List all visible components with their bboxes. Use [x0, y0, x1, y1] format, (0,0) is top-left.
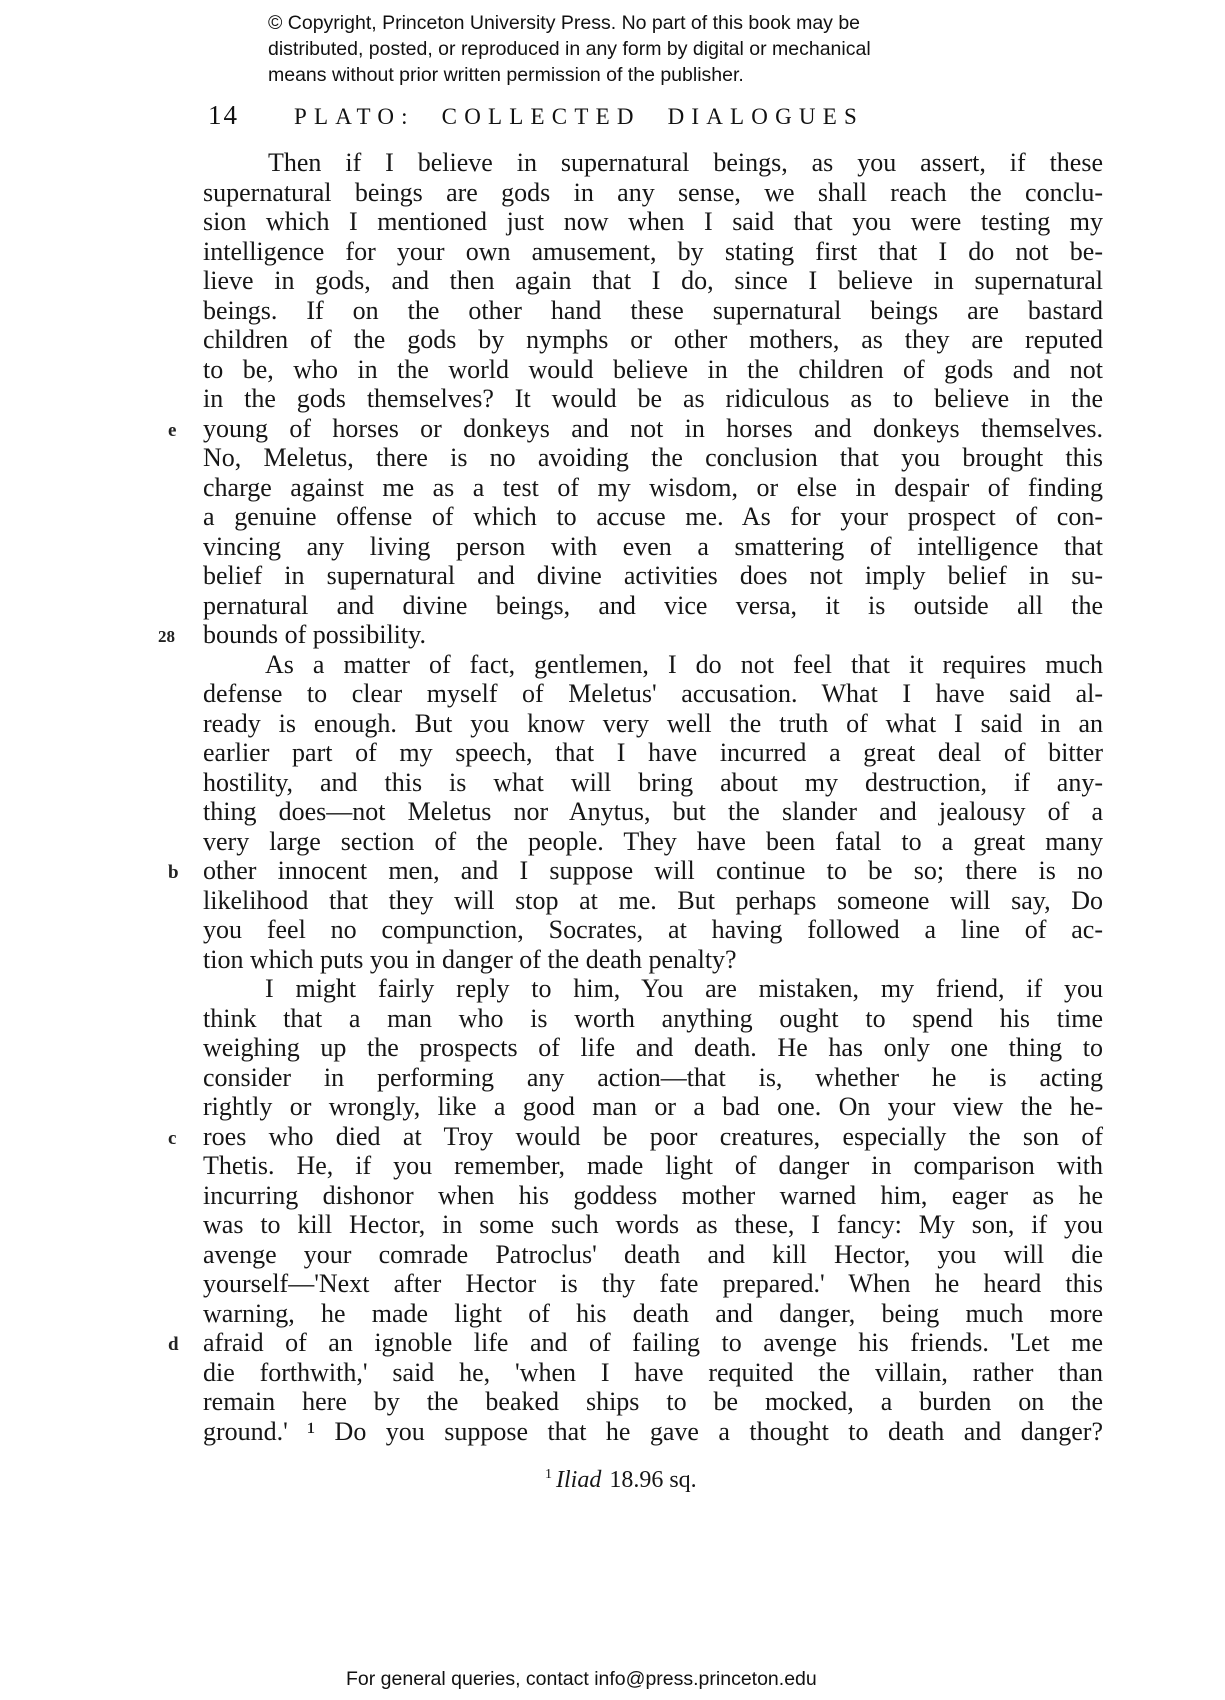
text-line: As a matter of fact, gentlemen, I do not feel that it requires much — [265, 649, 1103, 679]
text-line: Then if I believe in supernatural beings, as you assert, if these — [268, 148, 1103, 177]
text-line: a genuine offense of which to accuse me. As for your prospect of con- — [203, 502, 1103, 531]
page-number: 14 — [208, 100, 239, 130]
footnote-marker: 1 — [545, 1467, 552, 1482]
text-line: incurring dishonor when his goddess mother warned him, eager as he — [203, 1180, 1103, 1210]
text-line: I might fairly reply to him, You are mistaken, my friend, if you — [265, 974, 1103, 1003]
text-line: roes who died at Troy would be poor creatures, especially the son of — [203, 1121, 1103, 1151]
text-line: likelihood that they will stop at me. But perhaps someone will say, Do — [203, 885, 1103, 915]
running-head — [208, 100, 1108, 131]
text-line: in the gods themselves? It would be as ridiculous as to believe in the — [203, 384, 1103, 413]
marked-line-c — [168, 1121, 1103, 1152]
copyright-line: distributed, posted, or reproduced in any form by digital or mechanical — [268, 38, 871, 60]
text-line: ground.' ¹ Do you suppose that he gave a thought to death and danger? — [203, 1416, 1103, 1446]
text-line: intelligence for your own amusement, by stating first that I do not be- — [203, 236, 1103, 266]
text-line: afraid of an ignoble life and of failing to avenge his friends. 'Let me — [203, 1328, 1103, 1357]
text-line: sion which I mentioned just now when I said that you were testing my — [203, 207, 1103, 236]
text-line: charge against me as a test of my wisdom, or else in despair of finding — [203, 472, 1103, 502]
text-line: supernatural beings are gods in any sense, we shall reach the conclu- — [203, 177, 1103, 207]
text-line: thing does—not Meletus nor Anytus, but the slander and jealousy of a — [203, 797, 1103, 826]
text-line: other innocent men, and I suppose will continue to be so; there is no — [203, 856, 1103, 885]
copyright-notice — [268, 10, 1068, 88]
text-line: to be, who in the world would believe in the children of gods and not — [203, 354, 1103, 384]
copyright-line: © Copyright, Princeton University Press. No part of this book may be — [268, 12, 861, 34]
text-line: beings. If on the other hand these supernatural beings are bastard — [203, 295, 1103, 325]
footnote-reference: 18.96 sq. — [609, 1467, 697, 1493]
text-line: warning, he made light of his death and danger, being much more — [203, 1298, 1103, 1328]
text-line: think that a man who is worth anything ought to spend his time — [203, 1003, 1103, 1033]
text-line: die forthwith,' said he, 'when I have requited the villain, rather than — [203, 1357, 1103, 1387]
text-line: belief in supernatural and divine activities does not imply belief in su- — [203, 561, 1103, 590]
marked-line-28 — [158, 620, 1103, 650]
text-line: tion which puts you in danger of the death penalty? — [203, 944, 737, 974]
body-text — [158, 148, 1103, 1446]
marked-line-d — [168, 1328, 1103, 1358]
margin-marker-e: e — [168, 419, 177, 441]
text-line: was to kill Hector, in some such words as these, I fancy: My son, if you — [203, 1210, 1103, 1239]
text-line: weighing up the prospects of life and death. He has only one thing to — [203, 1033, 1103, 1062]
text-line: remain here by the beaked ships to be mocked, a burden on the — [203, 1387, 1103, 1416]
text-line: consider in performing any action—that is, whether he is acting — [203, 1062, 1103, 1092]
footnote — [545, 1467, 697, 1494]
margin-marker-b: b — [168, 862, 179, 883]
text-line: pernatural and divine beings, and vice versa, it is outside all the — [203, 590, 1103, 620]
text-line: young of horses or donkeys and not in horses and donkeys themselves. — [203, 413, 1103, 443]
text-line: avenge your comrade Patroclus' death and kill Hector, you will die — [203, 1239, 1103, 1269]
marked-line-b — [168, 856, 1103, 886]
text-line: earlier part of my speech, that I have incurred a great deal of bitter — [203, 738, 1103, 767]
text-line: No, Meletus, there is no avoiding the conclusion that you brought this — [203, 443, 1103, 472]
copyright-line: means without prior written permission of the publisher. — [268, 64, 744, 86]
text-line: defense to clear myself of Meletus' accusation. What I have said al- — [203, 679, 1103, 708]
text-line: very large section of the people. They have been fatal to a great many — [203, 826, 1103, 856]
running-title: PLATO: COLLECTED DIALOGUES — [294, 104, 864, 129]
text-line: vincing any living person with even a smattering of intelligence that — [203, 531, 1103, 561]
text-line: lieve in gods, and then again that I do, since I believe in supernatural — [203, 266, 1103, 295]
margin-marker-c: c — [168, 1127, 177, 1149]
text-line: Thetis. He, if you remember, made light of danger in comparison with — [203, 1151, 1103, 1180]
text-line: hostility, and this is what will bring about my destruction, if any- — [203, 767, 1103, 797]
text-line: children of the gods by nymphs or other mothers, as they are reputed — [203, 325, 1103, 354]
marked-line-e — [168, 413, 1103, 444]
footnote-work: Iliad — [556, 1467, 602, 1493]
text-line: rightly or wrongly, like a good man or a bad one. On your view the he- — [203, 1092, 1103, 1121]
text-line: bounds of possibility. — [203, 620, 426, 649]
margin-marker-28: 28 — [158, 627, 175, 646]
margin-marker-d: d — [168, 1334, 179, 1355]
text-line: you feel no compunction, Socrates, at having followed a line of ac- — [203, 915, 1103, 944]
text-line: yourself—'Next after Hector is thy fate prepared.' When he heard this — [203, 1269, 1103, 1298]
text-line: ready is enough. But you know very well the truth of what I said in an — [203, 708, 1103, 738]
contact-notice: For general queries, contact info@press.princeton.edu — [346, 1668, 817, 1690]
